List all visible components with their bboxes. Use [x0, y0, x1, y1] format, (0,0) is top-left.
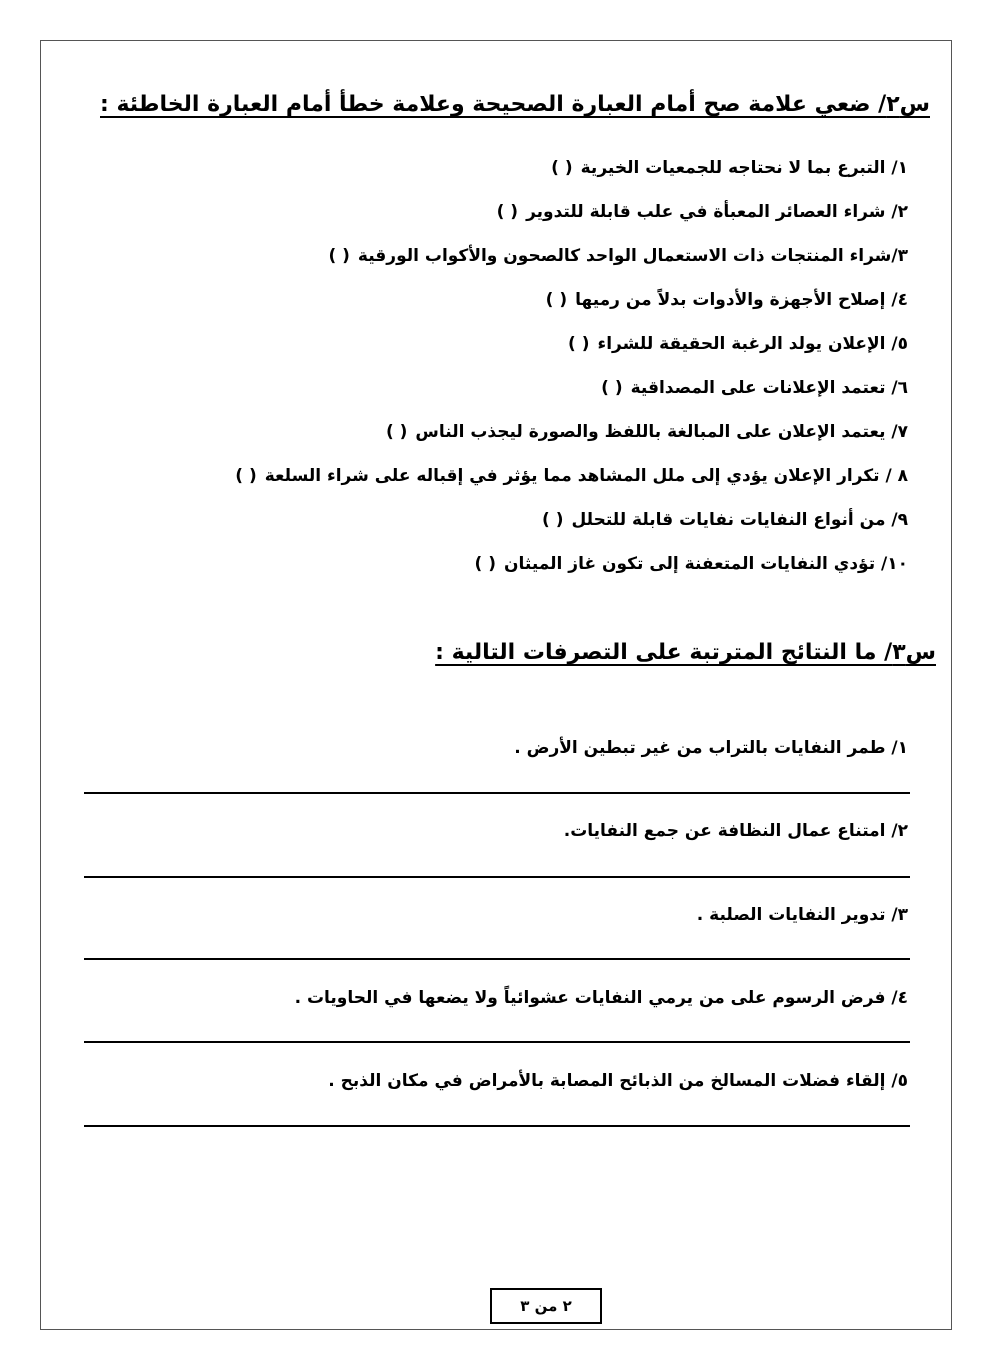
item-text: ٦/ تعتمد الإعلانات على المصداقية	[630, 378, 908, 398]
question-3-heading: س٣/ ما النتائج المترتبة على التصرفات التالية :	[435, 640, 936, 665]
true-false-item	[542, 510, 908, 530]
answer-blank[interactable]: ( )	[545, 290, 568, 310]
answer-blank[interactable]: ( )	[235, 466, 257, 486]
answer-line[interactable]	[84, 792, 910, 794]
consequence-item: ٢/ امتناع عمال النظافة عن جمع النفايات.	[563, 821, 908, 841]
page-number: ٢ من ٣	[490, 1288, 602, 1324]
consequence-item: ٥/ إلقاء فضلات المسالخ من الذبائح المصابة بالأمراض في مكان الذبح .	[328, 1071, 908, 1091]
question-2-heading: س٢/ ضعي علامة صح أمام العبارة الصحيحة وعلامة خطأ أمام العبارة الخاطئة :	[100, 92, 930, 117]
true-false-item	[551, 158, 908, 178]
item-text: ١٠/ تؤدي النفايات المتعفنة إلى تكون غاز الميثان	[503, 554, 908, 574]
true-false-item	[497, 202, 908, 222]
answer-blank[interactable]: ( )	[328, 246, 350, 266]
answer-line[interactable]	[84, 958, 910, 960]
answer-line[interactable]	[84, 1125, 910, 1127]
answer-blank[interactable]: ( )	[385, 422, 408, 442]
true-false-item	[386, 422, 908, 442]
answer-blank[interactable]: ( )	[474, 554, 496, 574]
item-text: ٧/ يعتمد الإعلان على المبالغة باللفظ والصورة ليجذب الناس	[415, 422, 908, 442]
true-false-item	[235, 466, 908, 486]
consequence-item: ٤/ فرض الرسوم على من يرمي النفايات عشوائياً ولا يضعها في الحاويات .	[294, 988, 908, 1008]
true-false-item	[568, 334, 908, 354]
true-false-item	[328, 246, 908, 266]
item-text: ٨ / تكرار الإعلان يؤدي إلى ملل المشاهد مما يؤثر في إقباله على شراء السلعة	[264, 466, 908, 486]
answer-blank[interactable]: ( )	[496, 202, 519, 222]
answer-blank[interactable]: ( )	[551, 158, 573, 178]
true-false-item	[475, 554, 908, 574]
true-false-item	[546, 290, 908, 310]
answer-blank[interactable]: ( )	[542, 510, 564, 530]
item-text: ١/ التبرع بما لا نحتاجه للجمعيات الخيرية	[580, 158, 908, 178]
item-text: ٩/ من أنواع النفايات نفايات قابلة للتحلل	[571, 510, 908, 530]
consequence-item: ١/ طمر النفايات بالتراب من غير تبطين الأرض .	[514, 738, 908, 758]
item-text: ٤/ إصلاح الأجهزة والأدوات بدلاً من رميها	[575, 290, 908, 310]
item-text: ٣/شراء المنتجات ذات الاستعمال الواحد كالصحون والأكواب الورقية	[357, 246, 908, 266]
answer-line[interactable]	[84, 1041, 910, 1043]
consequence-item: ٣/ تدوير النفايات الصلبة .	[696, 905, 908, 925]
answer-line[interactable]	[84, 876, 910, 878]
item-text: ٢/ شراء العصائر المعبأة في علب قابلة للتدوير	[526, 202, 908, 222]
page-border	[40, 40, 952, 1330]
answer-blank[interactable]: ( )	[568, 334, 590, 354]
answer-blank[interactable]: ( )	[601, 378, 623, 398]
item-text: ٥/ الإعلان يولد الرغبة الحقيقة للشراء	[597, 334, 908, 354]
true-false-item	[601, 378, 908, 398]
